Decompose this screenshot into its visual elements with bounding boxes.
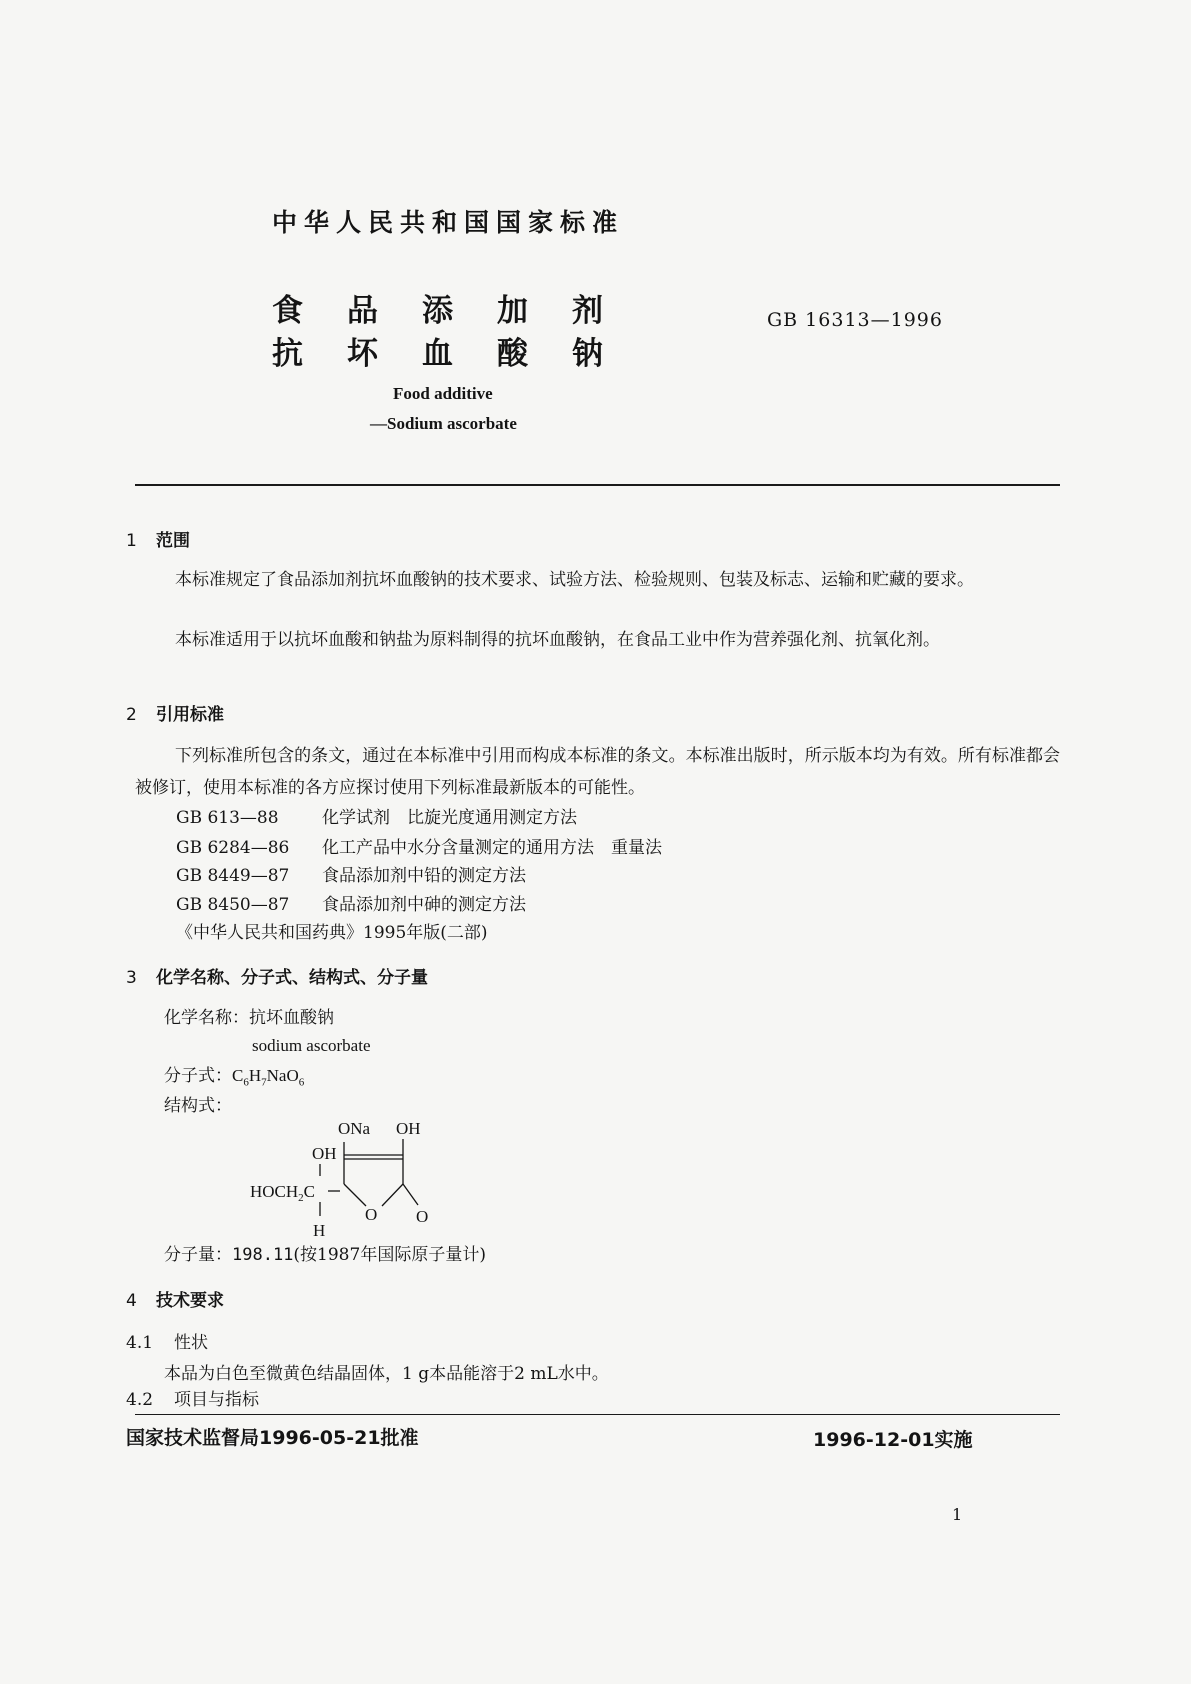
subsection-4-2	[126, 1385, 259, 1415]
standard-code: GB 16313—1996	[767, 309, 943, 331]
subsection-title: 性状	[174, 1333, 208, 1353]
formula-h: H	[248, 1066, 262, 1085]
formula-c: C	[232, 1066, 244, 1085]
mw-value: 198.11	[232, 1245, 294, 1265]
struct-oh-top: OH	[396, 1119, 421, 1138]
approval-line: 国家技术监督局1996-05-21批准	[126, 1427, 419, 1449]
reference-item	[176, 833, 662, 858]
formula-h-count: 7	[261, 1076, 267, 1089]
reference-code: GB 8450—87	[176, 895, 290, 915]
reference-title: 食品添加剂中铅的测定方法	[322, 866, 526, 886]
page-number: 1	[952, 1505, 963, 1524]
formula-label: 分子式：	[164, 1066, 232, 1086]
struct-oh-left: OH	[312, 1144, 337, 1163]
title-line-1: 食品添加剂	[272, 293, 647, 329]
reference-item	[176, 803, 577, 828]
paragraph: 本品为白色至微黄色结晶固体，1 g本品能溶于2 mL水中。	[164, 1364, 609, 1384]
structure-label: 结构式：	[164, 1096, 232, 1116]
subsection-number: 4.2	[126, 1390, 154, 1410]
paragraph: 本标准适用于以抗坏血酸和钠盐为原料制得的抗坏血酸钠，在食品工业中作为营养强化剂、抗氧化剂。	[175, 630, 940, 650]
section-title: 范围	[156, 531, 190, 551]
formula-o-count: 6	[298, 1076, 305, 1089]
section-number: 1	[126, 531, 137, 551]
reference-code: GB 8449—87	[176, 866, 290, 886]
struct-keto-o: O	[416, 1207, 429, 1226]
section-2-heading	[126, 700, 224, 725]
section-title: 引用标准	[156, 705, 224, 725]
molecular-weight	[164, 1240, 486, 1270]
reference-code: GB 613—88	[176, 808, 279, 828]
paragraph: 本标准规定了食品添加剂抗坏血酸钠的技术要求、试验方法、检验规则、包装及标志、运输和贮藏的要求。	[175, 570, 974, 590]
paragraph: 下列标准所包含的条文，通过在本标准中引用而构成本标准的条文。本标准出版时，所示版本均为有效。所有标准都会被修订，使用本标准的各方应探讨使用下列标准最新版本的可能性。	[135, 746, 1060, 798]
section-3-heading	[126, 963, 428, 988]
reference-item	[176, 861, 526, 886]
struct-ring-o: O	[365, 1205, 378, 1224]
english-title-2: —Sodium ascorbate	[370, 414, 517, 433]
footer-rule	[135, 1414, 1060, 1415]
reference-item	[176, 890, 526, 915]
subsection-number: 4.1	[126, 1333, 154, 1353]
section-number: 4	[126, 1291, 137, 1311]
chemical-name	[164, 1003, 334, 1033]
subsection-title: 项目与指标	[174, 1390, 259, 1410]
section-title: 化学名称、分子式、结构式、分子量	[156, 968, 428, 988]
chemical-name-label: 化学名称：	[164, 1008, 249, 1028]
reference-title: 食品添加剂中砷的测定方法	[322, 895, 526, 915]
effective-date: 1996-12-01实施	[813, 1429, 973, 1451]
title-line-2: 抗坏血酸钠	[272, 336, 647, 372]
org-title: 中华人民共和国国家标准	[272, 208, 625, 237]
mw-note: (按1987年国际原子量计)	[293, 1245, 486, 1265]
section-number: 2	[126, 705, 137, 725]
section-title: 技术要求	[156, 1291, 224, 1311]
struct-hoch: $HOCH_2C$	[250, 1182, 316, 1204]
formula-c-count: 6	[243, 1076, 249, 1089]
formula-nao: NaO	[266, 1066, 299, 1085]
formula-value	[232, 1066, 305, 1089]
header-rule	[135, 484, 1060, 486]
reference-code: GB 6284—86	[176, 838, 290, 858]
english-title-1: Food additive	[393, 384, 493, 403]
reference-title: 化学试剂 比旋光度通用测定方法	[322, 808, 577, 828]
section-1-heading	[126, 526, 190, 551]
subsection-4-1	[126, 1328, 208, 1358]
section-number: 3	[126, 968, 137, 988]
chemical-name-value: 抗坏血酸钠	[249, 1008, 334, 1028]
chemical-name-english: sodium ascorbate	[252, 1036, 371, 1055]
mw-label: 分子量：	[164, 1245, 232, 1265]
struct-h: H	[313, 1221, 326, 1240]
section-4-heading	[126, 1286, 224, 1311]
struct-ona: ONa	[338, 1119, 371, 1138]
pharmacopoeia-reference: 《中华人民共和国药典》1995年版(二部)	[176, 923, 488, 943]
reference-title: 化工产品中水分含量测定的通用方法 重量法	[322, 838, 662, 858]
structural-formula	[240, 1112, 450, 1242]
